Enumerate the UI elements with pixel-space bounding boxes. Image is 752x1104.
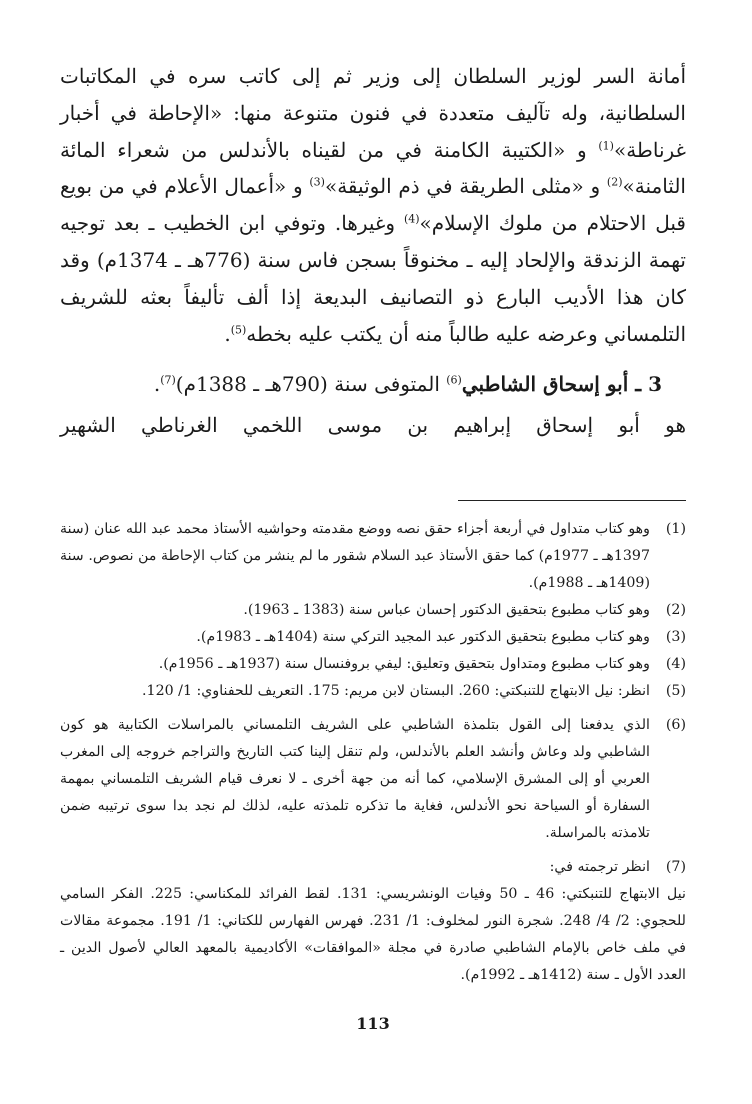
footnote <box>60 678 686 705</box>
paragraph-text: . <box>224 321 231 346</box>
footnote-text: وهو كتاب متداول في أربعة أجزاء حقق نصه ووضع مقدمته وحواشيه الأستاذ محمد عبد الله عنان (سنة 1397هـ ـ 1977م) كما حقق الأستاذ عبد السلام شقور ما لم ينشر من كتاب الإحاطة من نصوص. سنة (1409هـ ـ 1988م). <box>60 521 650 591</box>
footnote-ref-4: (4) <box>403 212 420 226</box>
footnote-text: وهو كتاب مطبوع بتحقيق الدكتور عبد المجيد التركي سنة (1404هـ ـ 1983م). <box>196 629 650 645</box>
paragraph-text: وغيرها. وتوفي ابن الخطيب ـ بعد توجيه تهمة الزندقة والإلحاد إليه ـ مخنوقاً بسجن فاس سنة (776هـ ـ 1374م) وقد كان هذا الأديب البارع ذو التصانيف البديعة إذا ألف تأليفاً بعثه للشريف التلمساني وعرضه عليه طالباً منه أن يكتب عليه بخطه <box>60 211 686 346</box>
book-page <box>60 58 686 1058</box>
footnote-text: انظر ترجمته في: <box>549 859 650 875</box>
footnote-sources: نيل الابتهاج للتنبكتي: 46 ـ 50 وفيات الونشريسي: 131. لقط الفرائد للمكناسي: 225. الفكر السامي للحجوي: 2/ 4/ 248. شجرة النور لمخلوف: 1/ 231. فهرس الفهارس للكتاني: 1/ 191. مجموعة مقالات في ملف خاص بالإمام الشاطبي صادرة في مجلة «الموافقات» الأكاديمية بالمعهد العالي لأصول الدين ـ العدد الأول ـ سنة (1412هـ ـ 1992م). <box>60 886 686 983</box>
section-title: أبو إسحاق الشاطبي <box>461 372 629 397</box>
section-heading <box>60 366 662 402</box>
footnote-text: وهو كتاب مطبوع ومتداول بتحقيق وتعليق: ليفي بروفنسال سنة (1937هـ ـ 1956م). <box>158 656 650 672</box>
paragraph-text: و «أعمال الأعلام في من بويع قبل الاحتلام من ملوك الإسلام» <box>60 174 686 236</box>
main-paragraph <box>60 58 686 352</box>
footnote-ref-2: (2) <box>606 175 623 189</box>
footnote-number: (3) <box>665 629 686 645</box>
section-subtitle: المتوفى سنة (790هـ ـ 1388م) <box>175 372 447 397</box>
footnote-number: (2) <box>665 602 686 618</box>
footnote-number: (5) <box>665 683 686 699</box>
section-end: . <box>153 372 161 397</box>
footnote-number: (1) <box>665 521 686 537</box>
footnote-number: (4) <box>665 656 686 672</box>
footnote-divider <box>458 500 686 501</box>
footnote <box>60 597 686 624</box>
continuation-paragraph: هو أبو إسحاق إبراهيم بن موسى اللخمي الغرناطي الشهير <box>60 413 686 438</box>
footnotes-section <box>60 516 686 989</box>
footnote-ref-6: (6) <box>446 373 462 387</box>
footnote-text: وهو كتاب مطبوع بتحقيق الدكتور إحسان عباس سنة (1383 ـ 1963). <box>243 602 650 618</box>
footnote-ref-7: (7) <box>160 373 176 387</box>
paragraph-text: و «مثلى الطريقة في ذم الوثيقة» <box>324 174 607 199</box>
paragraph-text: أمانة السر لوزير السلطان إلى وزير ثم إلى كاتب سره في المكاتبات السلطانية، وله تآليف متعددة في فنون متنوعة منها: «الإحاطة في أخبار غرناطة» <box>60 64 686 162</box>
page-number: 113 <box>356 1014 390 1033</box>
footnote-text: الذي يدفعنا إلى القول بتلمذة الشاطبي على الشريف التلمساني بالمراسلات الكتابية هو كون الشاطبي ولد وعاش وأنشد العلم بالأندلس، ولم تنقل إلينا كتب التاريخ والتراجم خروجه إلى المغرب العربي أو إلى المشرق الإسلامي، كما أنه من جهة أخرى ـ لا نعرف قيام الشريف التلمساني بمهمة السفارة أو السياحة نحو الأندلس، فغاية ما تذكره تلمذته عليه، لذلك لم نجد بدا سوى ترتيبه ضمن تلامذته بالمراسلة. <box>60 717 650 841</box>
footnote <box>60 712 686 847</box>
paragraph-text: و «الكتيبة الكامنة في من لقيناه بالأندلس من شعراء المائة الثامنة» <box>60 137 686 199</box>
footnote <box>60 854 686 881</box>
footnote <box>60 624 686 651</box>
footnote <box>60 516 686 597</box>
footnote-ref-3: (3) <box>309 175 325 189</box>
section-number: 3 ـ <box>628 372 662 397</box>
footnote-text: انظر: نيل الابتهاج للتنبكتي: 260. البستان لابن مريم: 175. التعريف للحفناوي: 1/ 120. <box>142 683 650 699</box>
footnote-number: (6) <box>665 717 686 733</box>
footnote-number: (7) <box>665 859 686 875</box>
footnote-ref-5: (5) <box>230 322 247 336</box>
footnote-ref-1: (1) <box>598 138 614 152</box>
footnote <box>60 651 686 678</box>
